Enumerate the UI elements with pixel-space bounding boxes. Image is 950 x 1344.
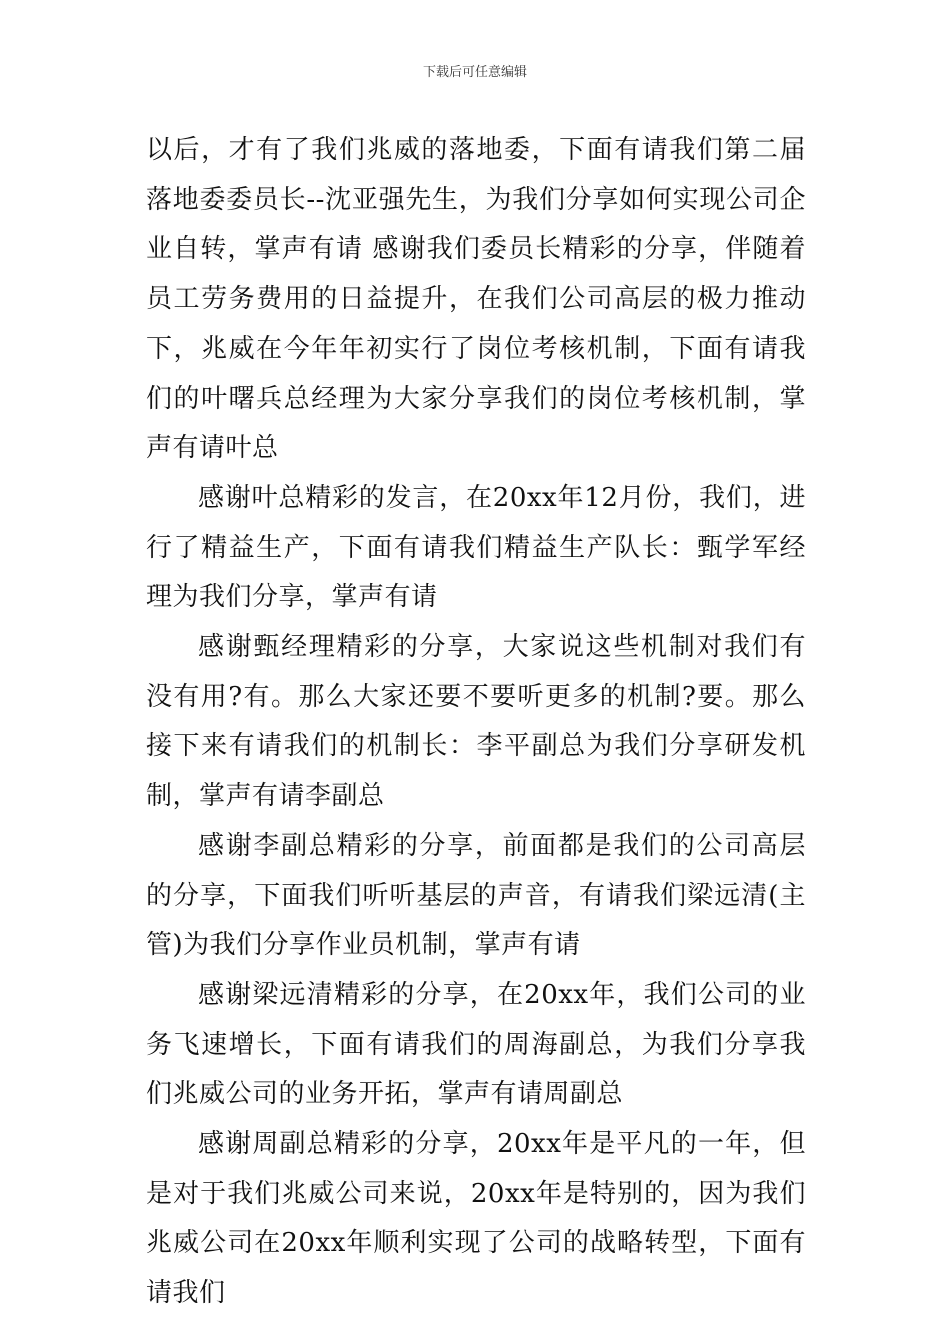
document-body [146,126,806,1319]
paragraph-continuation: 以后，才有了我们兆威的落地委，下面有请我们第二届落地委委员长--沈亚强先生，为我们分享如何实现公司企业自转，掌声有请 感谢我们委员长精彩的分享，伴随着员工劳务费用的日益提升，在我们公司高层的极力推动下，兆威在今年年初实行了岗位考核机制，下面有请我们的叶曙兵总经理为大家分享我们的岗位考核机制，掌声有请叶总 [146,135,806,464]
paragraph: 感谢梁远清精彩的分享，在20xx年，我们公司的业务飞速增长，下面有请我们的周海副总，为我们分享我们兆威公司的业务开拓，掌声有请周副总 [146,979,806,1110]
paragraph: 感谢周副总精彩的分享，20xx年是平凡的一年，但是对于我们兆威公司来说，20xx年是特别的，因为我们兆威公司在20xx年顺利实现了公司的战略转型，下面有请我们 [146,1129,806,1309]
paragraph: 感谢甄经理精彩的分享，大家说这些机制对我们有没有用?有。那么大家还要不要听更多的机制?要。那么接下来有请我们的机制长：李平副总为我们分享研发机制，掌声有请李副总 [146,632,806,812]
paragraph: 感谢叶总精彩的发言，在20xx年12月份，我们，进行了精益生产，下面有请我们精益生产队长：甄学军经理为我们分享，掌声有请 [146,482,806,613]
paragraph: 感谢李副总精彩的分享，前面都是我们的公司高层的分享，下面我们听听基层的声音，有请我们梁远清(主管)为我们分享作业员机制，掌声有请 [146,830,806,961]
page-header-note: 下载后可任意编辑 [422,65,527,80]
